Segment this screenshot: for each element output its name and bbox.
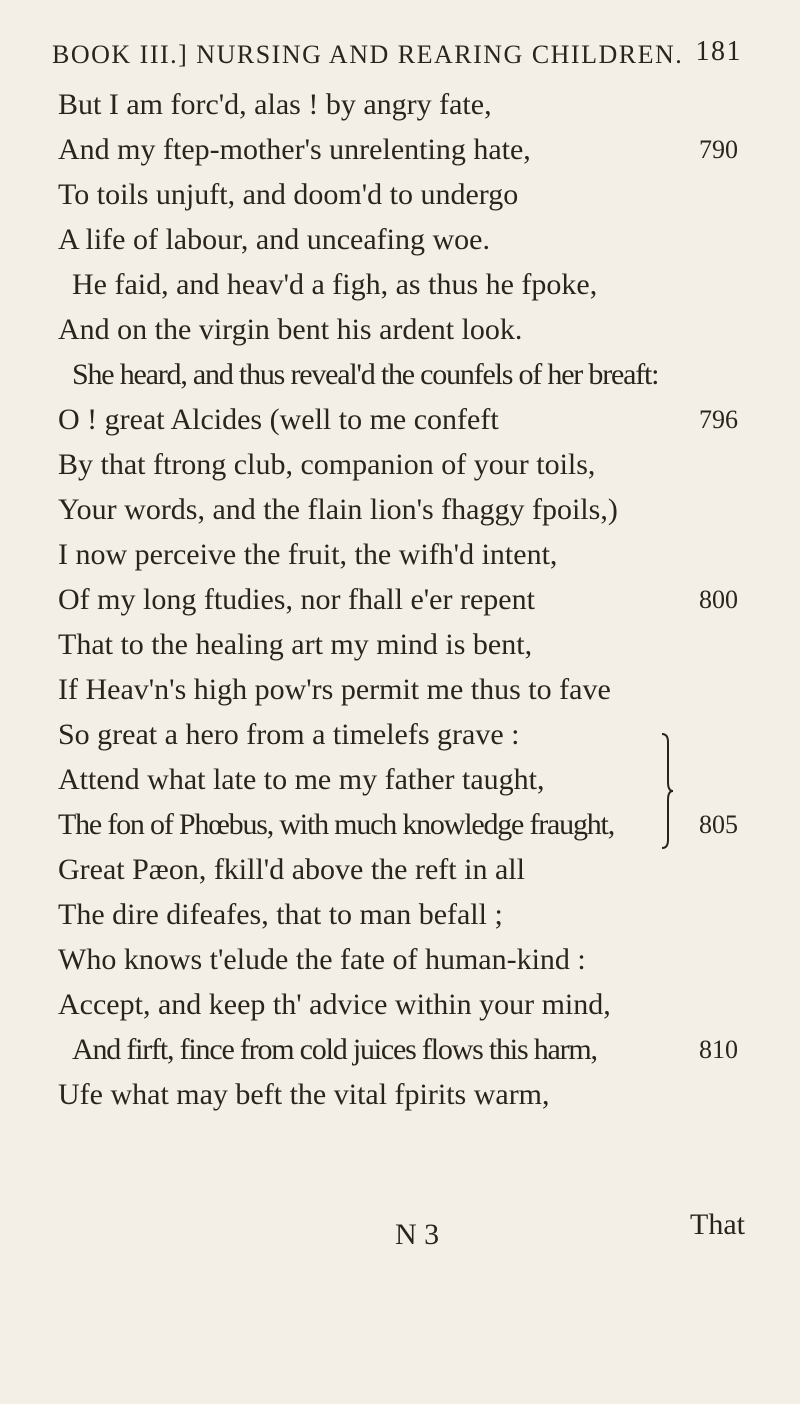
verse-text: He faid, and heav'd a figh, as thus he fpoke, [72, 268, 598, 301]
running-head: BOOK III.] NURSING AND REARING CHILDREN. [52, 40, 684, 69]
verse-text: But I am forc'd, alas ! by angry fate, [58, 88, 492, 121]
verse-text: If Heav'n's high pow'rs permit me thus to fave [58, 673, 611, 706]
verse-line [0, 577, 800, 622]
verse-text: The fon of Phœbus, with much knowledge fraught, [58, 808, 614, 841]
triplet-brace-icon [660, 732, 674, 850]
verse-line [0, 667, 800, 712]
poem-body [0, 82, 800, 1117]
signature-mark: N 3 [395, 1218, 440, 1251]
verse-text: That to the healing art my mind is bent, [58, 628, 533, 661]
verse-text: Of my long ftudies, nor fhall e'er repent [58, 583, 535, 616]
verse-line [0, 937, 800, 982]
verse-line [0, 622, 800, 667]
verse-line [0, 82, 800, 127]
verse-line [0, 712, 800, 757]
verse-line [0, 307, 800, 352]
verse-line [0, 487, 800, 532]
verse-text: Your words, and the flain lion's fhaggy fpoils,) [58, 493, 618, 526]
verse-line [0, 532, 800, 577]
verse-text: She heard, and thus reveal'd the counfels of her breaft: [72, 358, 659, 391]
verse-line [0, 1027, 800, 1072]
verse-text: Who knows t'elude the fate of human-kind : [58, 943, 586, 976]
verse-text: Attend what late to me my father taught, [58, 763, 545, 796]
page-footer [0, 1208, 800, 1252]
verse-line [0, 1072, 800, 1117]
verse-text: I now perceive the fruit, the wifh'd intent, [58, 538, 558, 571]
verse-text: A life of labour, and unceafing woe. [58, 223, 490, 256]
verse-text: So great a hero from a timelefs grave : [58, 718, 520, 751]
verse-line [0, 352, 800, 397]
line-number: 800 [699, 585, 738, 614]
verse-text: O ! great Alcides (well to me confeft [58, 403, 499, 436]
verse-text: Great Pæon, fkill'd above the reft in all [58, 853, 525, 886]
verse-text: And on the virgin bent his ardent look. [58, 313, 523, 346]
verse-line [0, 397, 800, 442]
verse-text: By that ftrong club, companion of your toils, [58, 448, 596, 481]
verse-line [0, 892, 800, 937]
verse-line [0, 127, 800, 172]
verse-line [0, 802, 800, 847]
verse-line [0, 172, 800, 217]
verse-line [0, 442, 800, 487]
verse-text: To toils unjuft, and doom'd to undergo [58, 178, 519, 211]
line-number: 790 [699, 135, 738, 164]
verse-line [0, 262, 800, 307]
line-number: 810 [699, 1035, 738, 1064]
verse-line [0, 982, 800, 1027]
verse-line [0, 217, 800, 262]
verse-text: And my ftep-mother's unrelenting hate, [58, 133, 531, 166]
line-number: 805 [699, 810, 738, 839]
page-header [52, 36, 742, 70]
verse-text: Accept, and keep th' advice within your mind, [58, 988, 611, 1021]
verse-text: And firft, fince from cold juices flows this harm, [72, 1033, 597, 1066]
verse-text: Ufe what may beft the vital fpirits warm, [58, 1078, 550, 1111]
catchword: That [690, 1208, 745, 1241]
verse-line [0, 757, 800, 802]
verse-line [0, 847, 800, 892]
verse-text: The dire difeafes, that to man befall ; [58, 898, 503, 931]
line-number: 796 [699, 405, 738, 434]
page-number: 181 [695, 36, 742, 67]
